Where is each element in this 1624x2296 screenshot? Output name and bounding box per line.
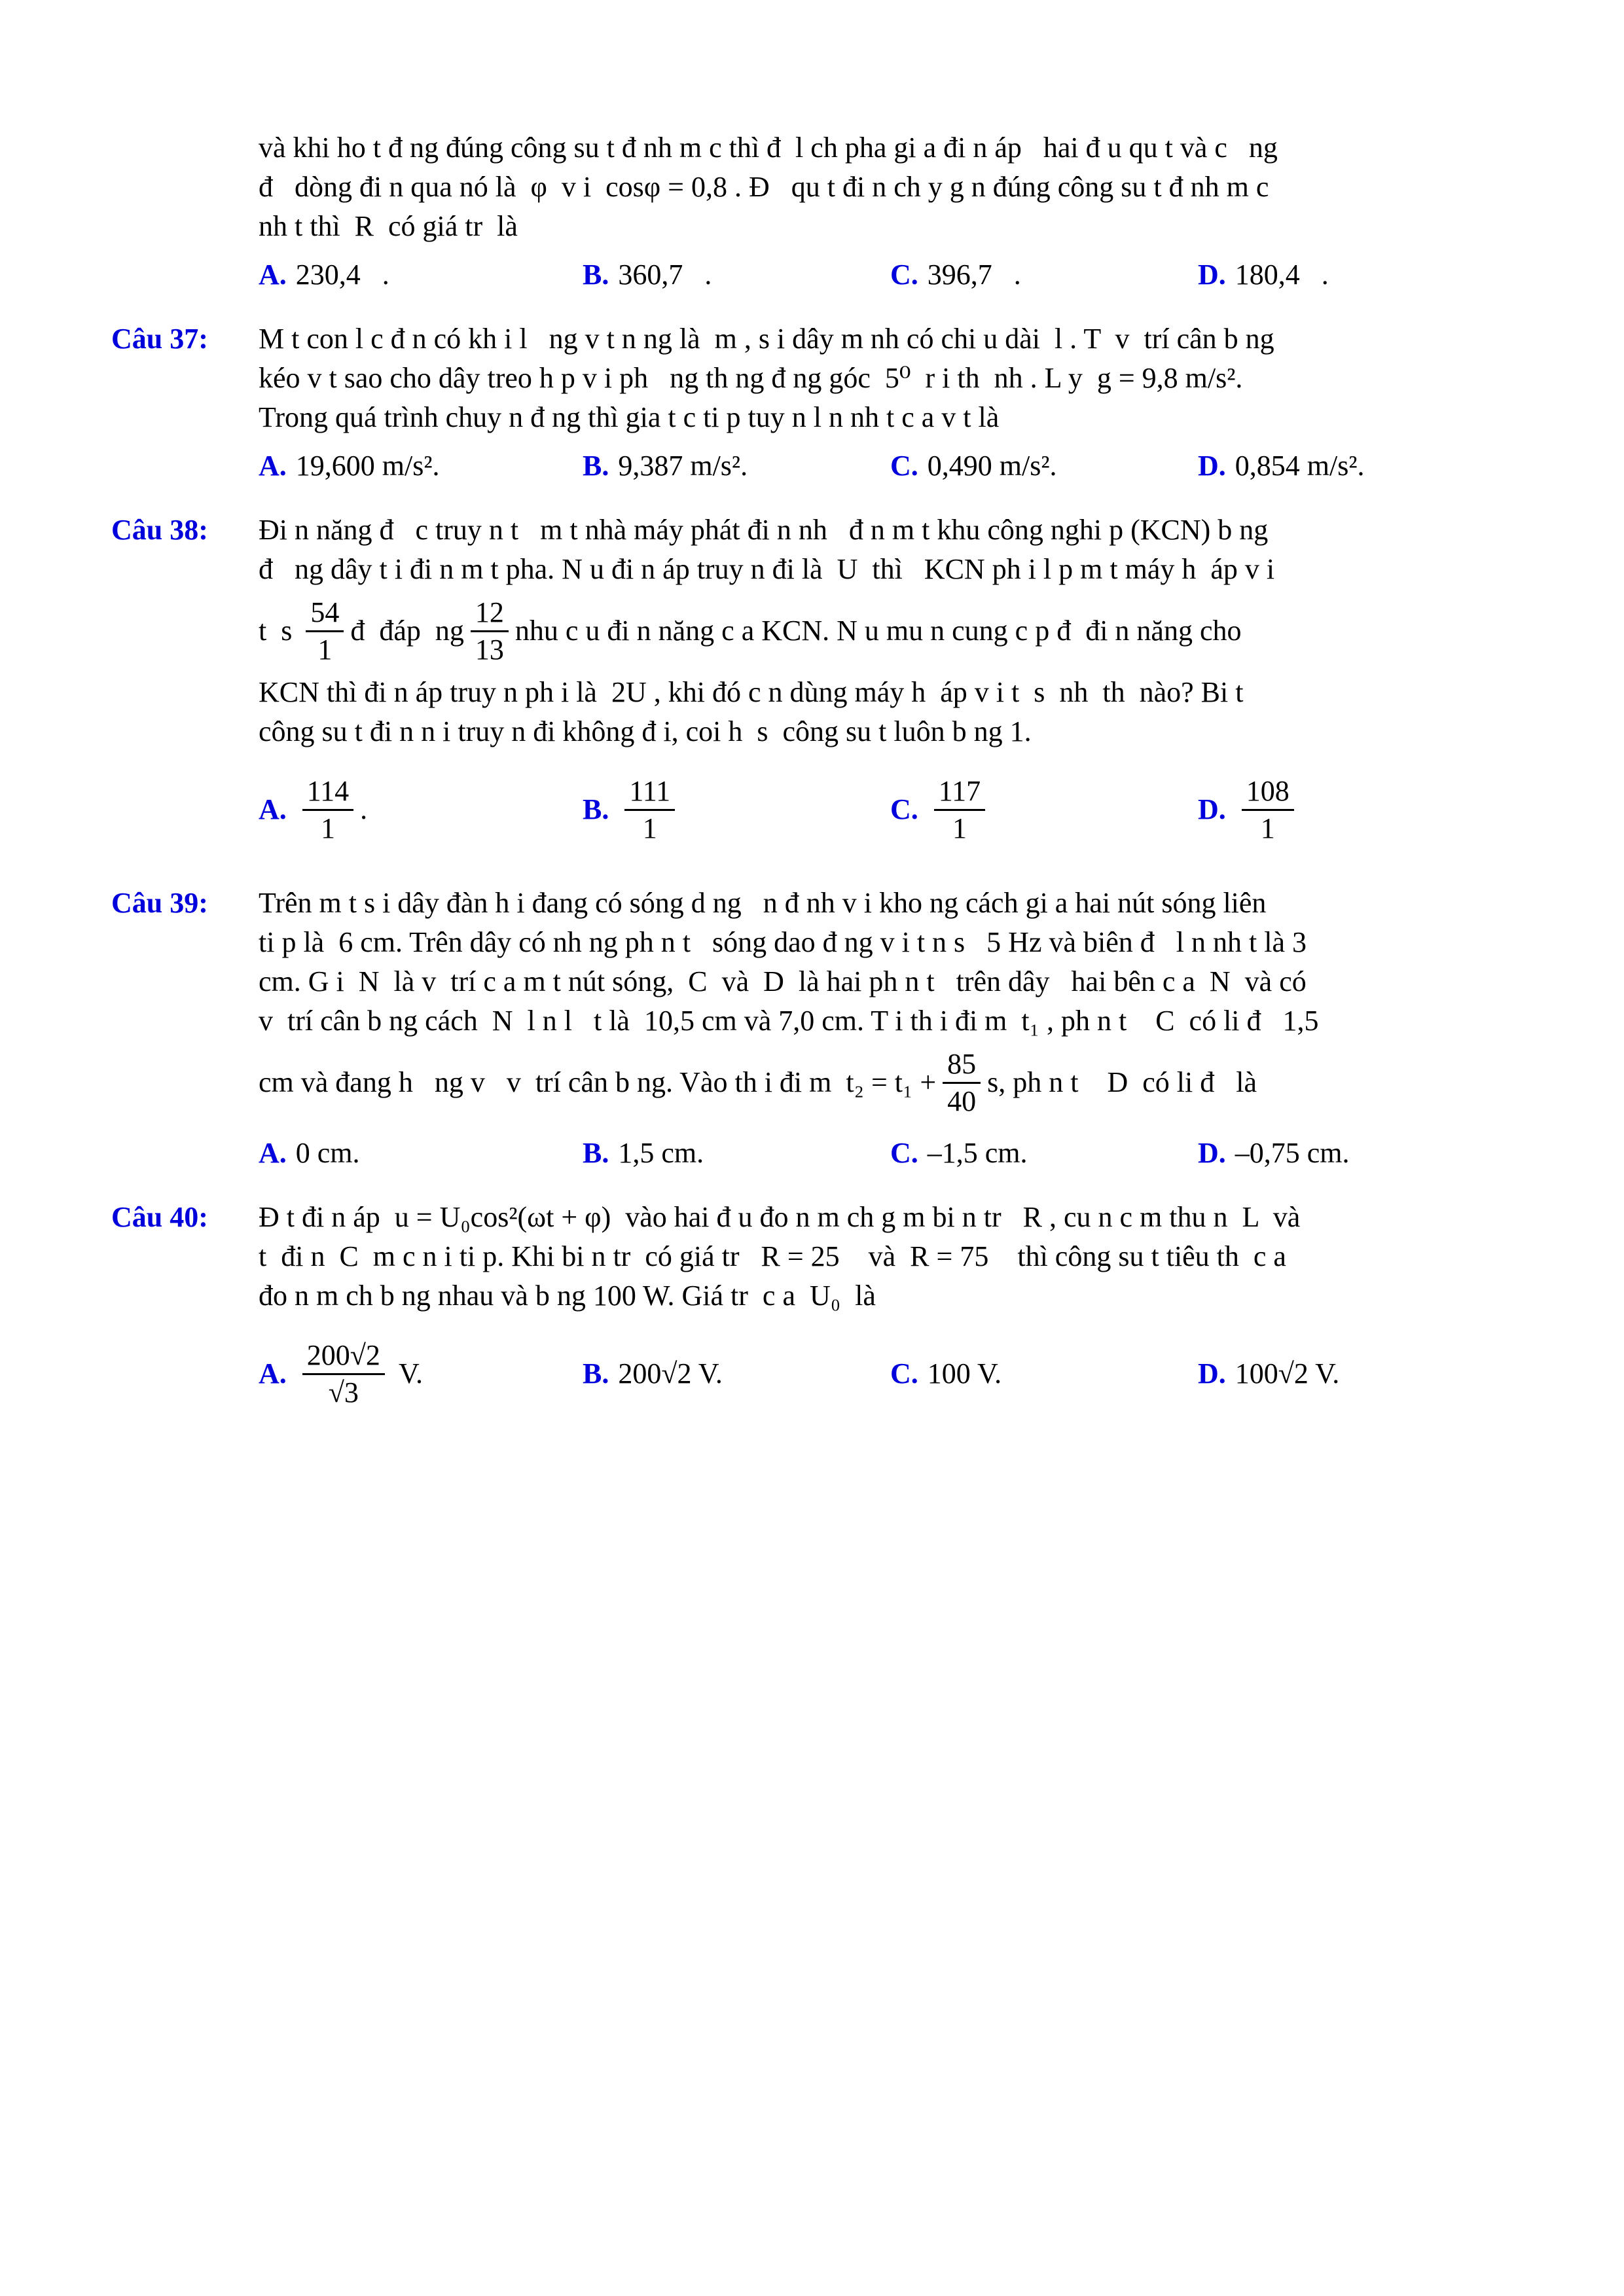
answer-letter: B. (583, 259, 609, 291)
fraction-numerator: 117 (934, 775, 985, 810)
question-body (259, 1198, 1519, 1423)
answer-text: 200√2 V. (618, 1357, 723, 1390)
question-line: KCN thì đi n áp truy n ph i là 2U , khi đó c n dùng máy h áp v i t s nh th nào? Bi t (259, 676, 1244, 708)
answer-letter: A. (259, 1357, 287, 1390)
answer-option-b (583, 446, 890, 486)
answer-option-a (259, 1339, 583, 1408)
fraction-numerator: 114 (302, 775, 353, 810)
fraction-line-post: s, ph n t D có li đ là (987, 1066, 1257, 1098)
fraction-numerator: 12 (471, 596, 509, 632)
question-39 (111, 884, 1519, 1173)
question-line: đo n m ch b ng nhau và b ng 100 W. Giá tr c a U₀ là (259, 1280, 876, 1312)
fraction-line-pre: cm và đang h ng v v trí cân b ng. Vào th i đi m t₂ = t₁ + (259, 1066, 937, 1098)
answer-option-b (583, 255, 890, 295)
question-line: đ dòng đi n qua nó là φ v i cosφ = 0,8 . Đ qu t đi n ch y g n đúng công su t đ nh m c (259, 171, 1269, 203)
fraction-line-post: nhu c u đi n năng c a KCN. N u mu n cung c p đ đi n năng cho (514, 615, 1242, 647)
answer-text: 0,854 m/s². (1235, 450, 1365, 482)
fraction (624, 775, 675, 844)
fraction-denominator: 1 (642, 812, 657, 844)
answer-option-b (583, 1354, 890, 1393)
fraction-denominator: 1 (952, 812, 967, 844)
answer-text: 100√2 V. (1235, 1357, 1340, 1390)
answer-letter: D. (1198, 1357, 1226, 1390)
answers-row (259, 446, 1519, 486)
question-body (259, 128, 1519, 295)
fraction-denominator: 40 (947, 1085, 977, 1117)
fraction (934, 775, 985, 844)
question-37 (111, 319, 1519, 486)
fraction-denominator: 1 (1260, 812, 1275, 844)
answer-text: 0,490 m/s². (927, 450, 1057, 482)
fraction-line-pre: t s (259, 615, 300, 647)
question-line: Đi n năng đ c truy n t m t nhà máy phát đi n nh đ n m t khu công nghi p (KCN) b ng (259, 514, 1269, 546)
question-line: M t con l c đ n có kh i l ng v t n ng là m , s i dây m nh có chi u dài l . T v trí cân b ng (259, 323, 1274, 355)
answer-option-c (890, 446, 1198, 486)
answer-option-c (890, 255, 1198, 295)
answer-text: 230,4 . (295, 259, 389, 291)
fraction-numerator: 108 (1242, 775, 1294, 810)
answer-letter: A. (259, 450, 287, 482)
question-label: Câu 37: (111, 323, 208, 355)
answer-text: 360,7 . (618, 259, 712, 291)
answer-suffix: . (360, 793, 368, 825)
question-line: v trí cân b ng cách N l n l t là 10,5 cm và 7,0 cm. T i th i đi m t₁ , ph n t C có li đ 1,5 (259, 1005, 1319, 1037)
question-label-empty (111, 128, 259, 295)
fraction-denominator: 13 (475, 633, 504, 666)
question-label: Câu 40: (111, 1201, 208, 1233)
answer-option-a (259, 1134, 583, 1173)
fraction-numerator: 85 (943, 1048, 981, 1083)
answer-suffix: V. (391, 1357, 424, 1390)
question-line: kéo v t sao cho dây treo h p v i ph ng th ng đ ng góc 5⁰ r i th nh . L y g = 9,8 m/s². (259, 362, 1243, 394)
question-body (259, 319, 1519, 486)
answer-text: 396,7 . (927, 259, 1021, 291)
answer-option-d (1198, 255, 1519, 295)
fraction-denominator: 1 (320, 812, 335, 844)
answer-option-c (890, 775, 1198, 844)
answer-text: 19,600 m/s². (295, 450, 440, 482)
question-line: đ ng dây t i đi n m t pha. N u đi n áp truy n đi là U thì KCN ph i l p m t máy h áp v i (259, 553, 1275, 585)
fraction (302, 1339, 385, 1408)
question-line: và khi ho t đ ng đúng công su t đ nh m c thì đ l ch pha gi a đi n áp hai đ u qu t và c ng (259, 132, 1278, 164)
answer-option-c (890, 1134, 1198, 1173)
fraction (943, 1048, 981, 1117)
answer-letter: C. (890, 450, 918, 482)
answer-option-d (1198, 1354, 1519, 1393)
question-line: Trên m t s i dây đàn h i đang có sóng d ng n đ nh v i kho ng cách gi a hai nút sóng liên (259, 887, 1267, 919)
answer-option-b (583, 1134, 890, 1173)
answer-letter: D. (1198, 259, 1226, 291)
fraction-numerator: 200√2 (302, 1339, 385, 1374)
answer-option-c (890, 1354, 1198, 1393)
answer-letter: C. (890, 1357, 918, 1390)
fraction-denominator: √3 (328, 1376, 359, 1408)
answer-text: 0 cm. (295, 1137, 360, 1169)
answer-letter: A. (259, 259, 287, 291)
answer-text: 180,4 . (1235, 259, 1329, 291)
answer-letter: D. (1198, 450, 1226, 482)
answers-row (259, 1325, 1519, 1423)
answer-text: 1,5 cm. (618, 1137, 704, 1169)
answer-text: –1,5 cm. (927, 1137, 1028, 1169)
answer-letter: C. (890, 793, 918, 825)
fraction (302, 775, 353, 844)
answer-option-d (1198, 775, 1519, 844)
answer-option-a (259, 255, 583, 295)
answer-text: 9,387 m/s². (618, 450, 748, 482)
question-label: Câu 38: (111, 514, 208, 546)
answer-option-a (259, 775, 583, 844)
question-line: t đi n C m c n i ti p. Khi bi n tr có giá tr R = 25 và R = 75 thì công su t tiêu th c a (259, 1240, 1286, 1272)
answers-row (259, 255, 1519, 295)
answer-text: 100 V. (927, 1357, 1002, 1390)
answer-option-d (1198, 446, 1519, 486)
answer-letter: A. (259, 793, 287, 825)
answer-letter: B. (583, 450, 609, 482)
answers-row (259, 1134, 1519, 1173)
answer-option-a (259, 446, 583, 486)
answers-row (259, 761, 1519, 859)
fraction (306, 596, 344, 666)
question-label: Câu 39: (111, 887, 208, 919)
question-line: nh t thì R có giá tr là (259, 210, 518, 242)
answer-letter: D. (1198, 793, 1226, 825)
answer-letter: B. (583, 793, 609, 825)
answer-letter: D. (1198, 1137, 1226, 1169)
fraction (471, 596, 509, 666)
question-line-with-fractions (259, 1041, 1519, 1124)
question-38 (111, 511, 1519, 859)
answer-letter: A. (259, 1137, 287, 1169)
answer-option-d (1198, 1134, 1519, 1173)
question-intro (111, 128, 1519, 295)
question-line-with-fractions (259, 589, 1519, 673)
fraction-denominator: 1 (317, 633, 333, 666)
answer-letter: B. (583, 1357, 609, 1390)
answer-letter: B. (583, 1137, 609, 1169)
question-body (259, 511, 1519, 859)
answer-letter: C. (890, 259, 918, 291)
fraction-numerator: 54 (306, 596, 344, 632)
fraction-line-mid: đ đáp ng (350, 615, 464, 647)
answer-letter: C. (890, 1137, 918, 1169)
question-line: Trong quá trình chuy n đ ng thì gia t c ti p tuy n l n nh t c a v t là (259, 401, 1000, 433)
question-40 (111, 1198, 1519, 1423)
question-line: công su t đi n n i truy n đi không đ i, coi h s công su t luôn b ng 1. (259, 715, 1032, 747)
question-line: ti p là 6 cm. Trên dây có nh ng ph n t sóng dao đ ng v i t n s 5 Hz và biên đ l n nh t là 3 (259, 926, 1307, 958)
question-line: cm. G i N là v trí c a m t nút sóng, C và D là hai ph n t trên dây hai bên c a N và có (259, 965, 1307, 997)
fraction-numerator: 111 (624, 775, 675, 810)
answer-text: –0,75 cm. (1235, 1137, 1350, 1169)
question-line: Đ t đi n áp u = U₀cos²(ωt + φ) vào hai đ u đo n m ch g m bi n tr R , cu n c m thu n L và (259, 1201, 1301, 1233)
fraction (1242, 775, 1294, 844)
question-body (259, 884, 1519, 1173)
answer-option-b (583, 775, 890, 844)
